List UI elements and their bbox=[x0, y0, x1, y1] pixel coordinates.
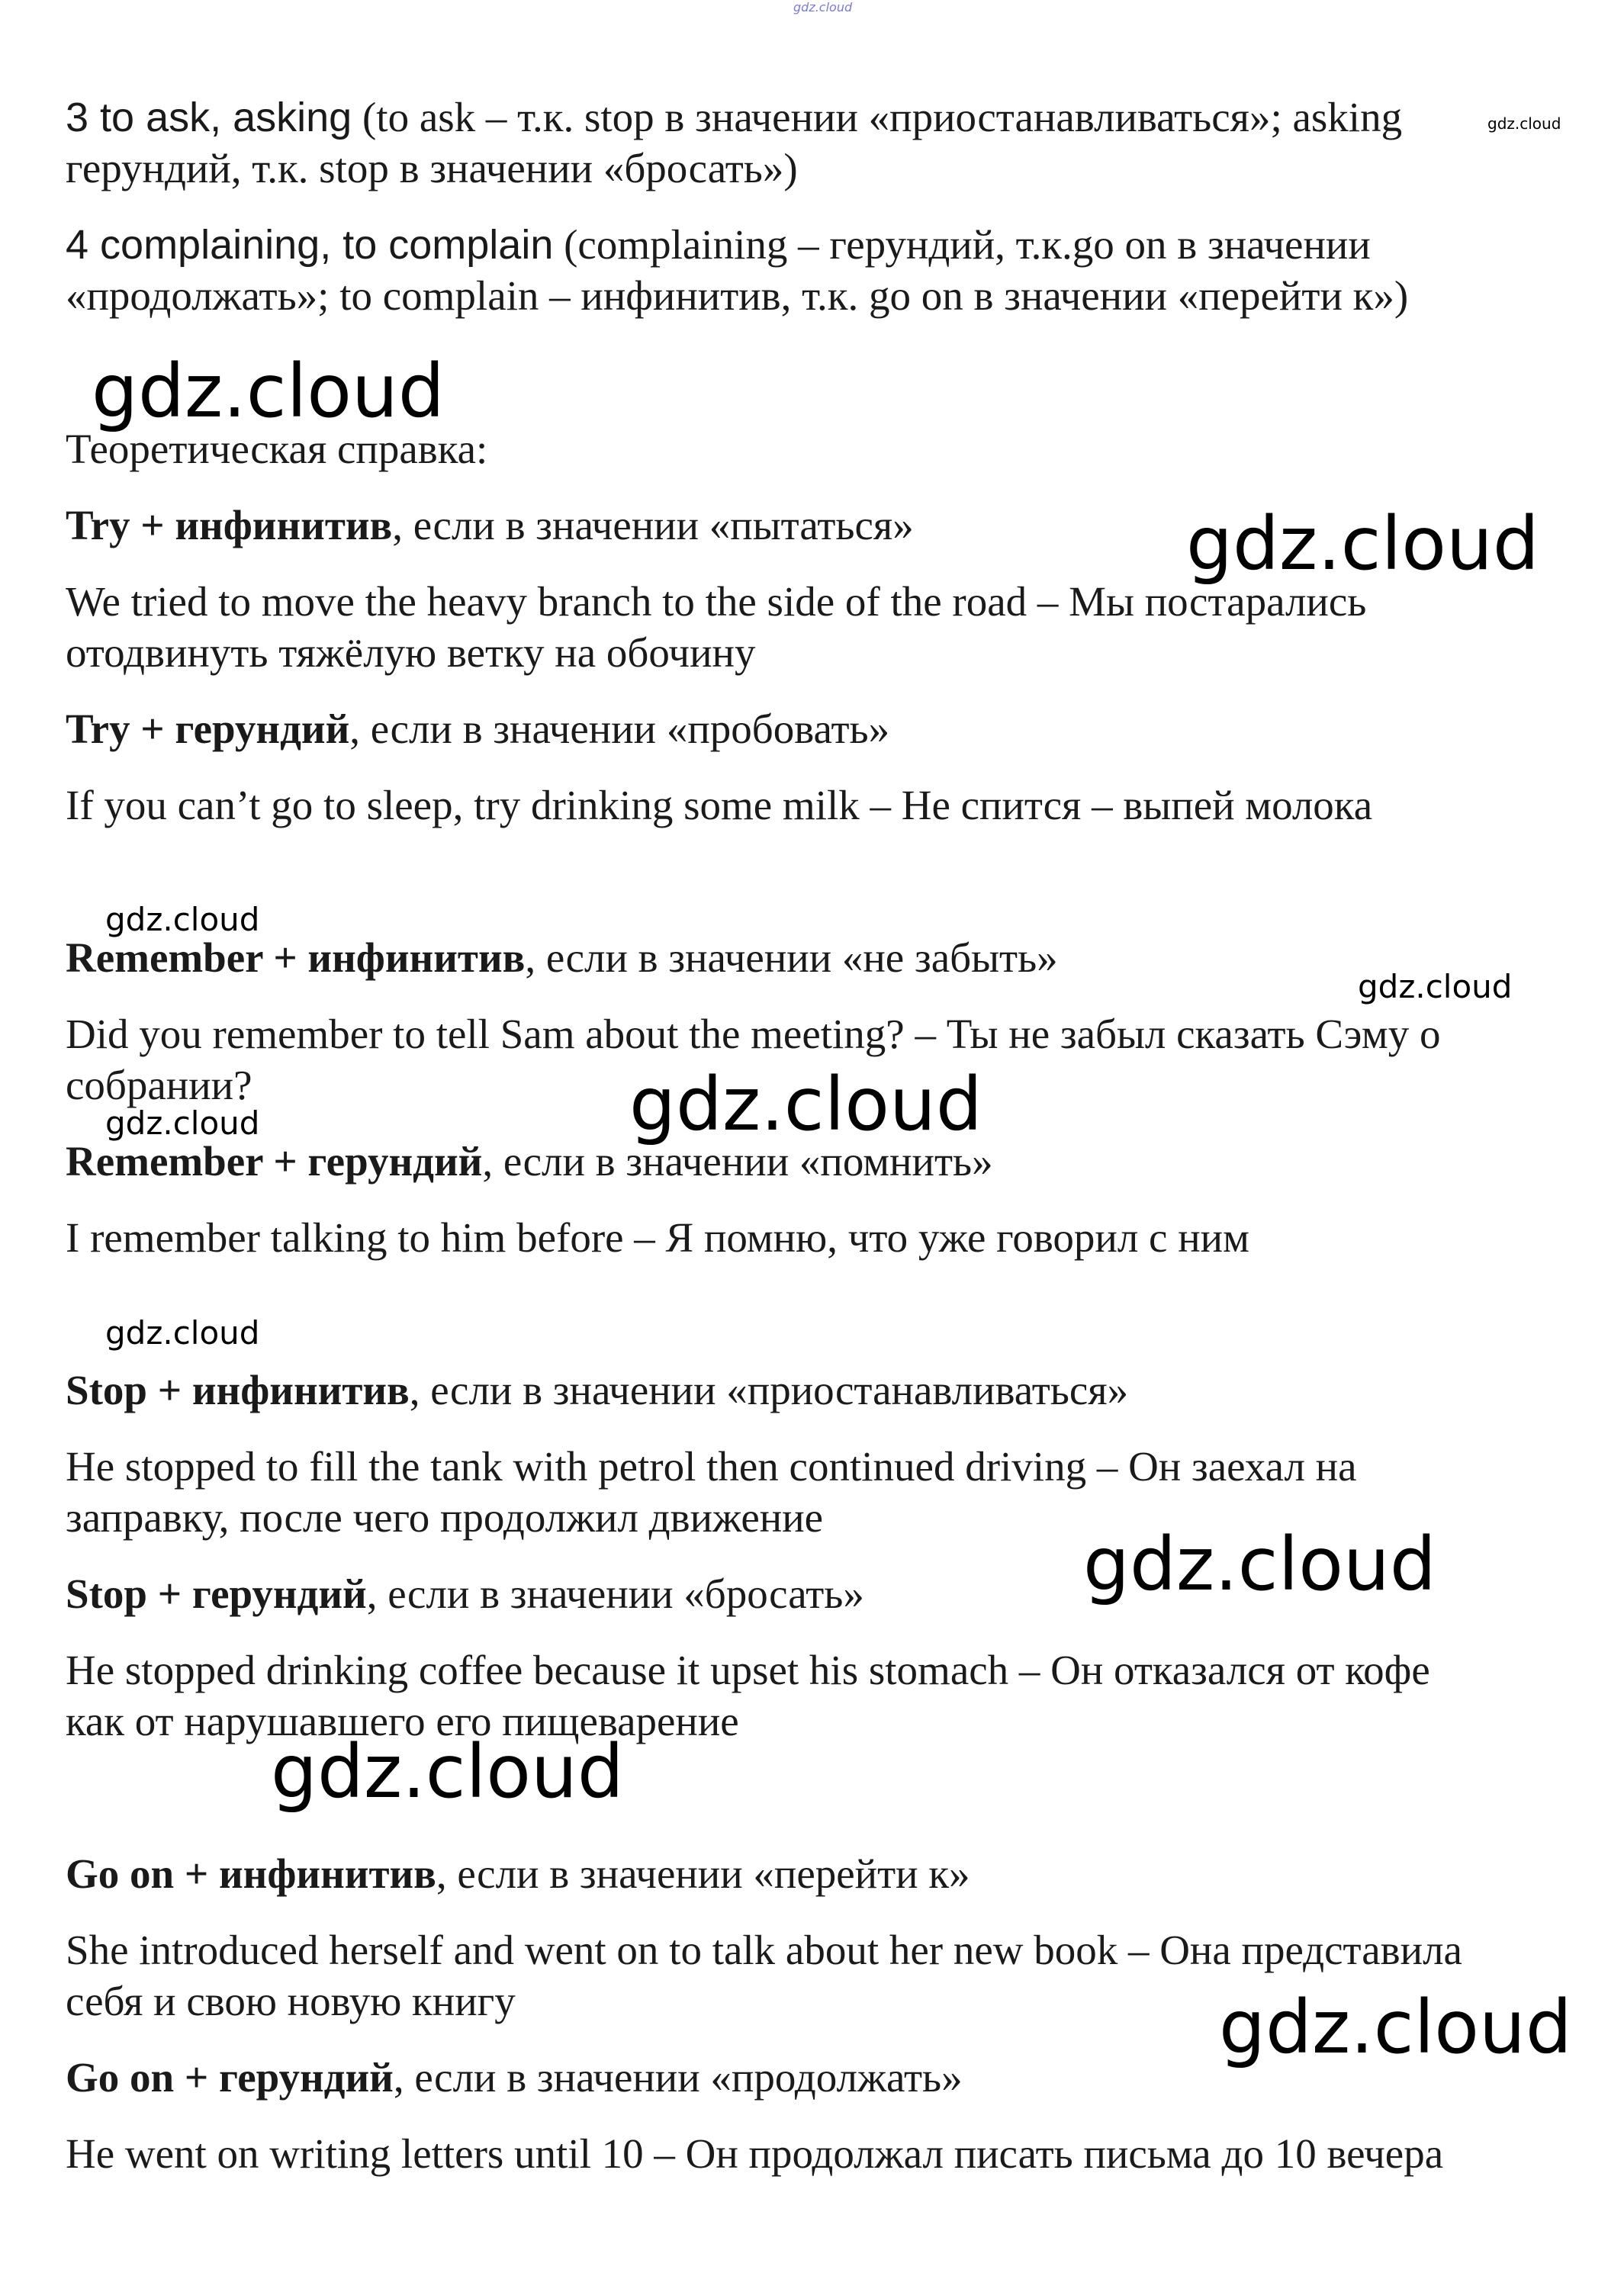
watermark: gdz.cloud bbox=[105, 901, 260, 938]
rule-example-line: We tried to move the heavy branch to the side of the road – Мы постарались bbox=[66, 578, 1367, 625]
rule-example-line: She introduced herself and went on to talk about her new book – Она представила bbox=[66, 1927, 1462, 1973]
answer-3-line-2: герундий, т.к. stop в значении «бросать») bbox=[66, 145, 798, 191]
answer-3-line-1: 3 to ask, asking (to ask – т.к. stop в значении «приостанавливаться»; asking bbox=[66, 94, 1403, 140]
rule-title: Go on + инфинитив, если в значении «перейти к» bbox=[66, 1850, 970, 1897]
watermark: gdz.cloud bbox=[1358, 968, 1513, 1005]
rule-title: Try + инфинитив, если в значении «пытаться» bbox=[66, 502, 914, 548]
watermark: gdz.cloud bbox=[92, 349, 445, 434]
rule-title: Remember + герундий, если в значении «помнить» bbox=[66, 1138, 993, 1185]
rule-title: Try + герундий, если в значении «пробовать» bbox=[66, 706, 890, 752]
rule-example-line: He went on writing letters until 10 – Он продолжал писать письма до 10 вечера bbox=[66, 2130, 1444, 2177]
rule-example-line: He stopped drinking coffee because it upset his stomach – Он отказался от кофе bbox=[66, 1647, 1430, 1693]
rule-example-line: собрании? bbox=[66, 1062, 252, 1108]
rule-title: Stop + герундий, если в значении «бросать» bbox=[66, 1570, 864, 1617]
answer-4-line-1: 4 complaining, to complain (complaining – герундий, т.к.go on в значении bbox=[66, 221, 1371, 268]
watermark: gdz.cloud bbox=[105, 1314, 260, 1352]
watermark: gdz.cloud bbox=[1219, 1985, 1572, 2070]
rule-example-line: Did you remember to tell Sam about the meeting? – Ты не забыл сказать Сэму о bbox=[66, 1011, 1441, 1057]
answer-4-line-2: «продолжать»; to complain – инфинитив, т.к. go on в значении «перейти к») bbox=[66, 272, 1409, 319]
watermark: gdz.cloud bbox=[1186, 501, 1539, 587]
header-site-mark: gdz.cloud bbox=[793, 0, 853, 14]
watermark: gdz.cloud bbox=[271, 1729, 624, 1815]
rule-example-line: себя и свою новую книгу bbox=[66, 1978, 516, 2024]
rule-title: Stop + инфинитив, если в значении «приостанавливаться» bbox=[66, 1367, 1129, 1413]
watermark: gdz.cloud bbox=[629, 1062, 982, 1147]
rule-example-line: заправку, после чего продолжил движение bbox=[66, 1494, 824, 1541]
rule-example-line: отодвинуть тяжёлую ветку на обочину bbox=[66, 629, 756, 676]
watermark: gdz.cloud bbox=[1487, 114, 1561, 133]
rule-example-line: I remember talking to him before – Я помню, что уже говорил с ним bbox=[66, 1214, 1249, 1261]
rule-title: Remember + инфинитив, если в значении «не забыть» bbox=[66, 934, 1058, 981]
watermark: gdz.cloud bbox=[1083, 1522, 1436, 1607]
reference-heading: Теоретическая справка: bbox=[66, 426, 488, 472]
rule-example-line: If you can’t go to sleep, try drinking some milk – Не спится – выпей молока bbox=[66, 782, 1373, 828]
rule-example-line: как от нарушавшего его пищеварение bbox=[66, 1698, 739, 1744]
rule-title: Go on + герундий, если в значении «продолжать» bbox=[66, 2054, 963, 2101]
rule-example-line: He stopped to fill the tank with petrol then continued driving – Он заехал на bbox=[66, 1443, 1357, 1490]
watermark: gdz.cloud bbox=[105, 1104, 260, 1142]
